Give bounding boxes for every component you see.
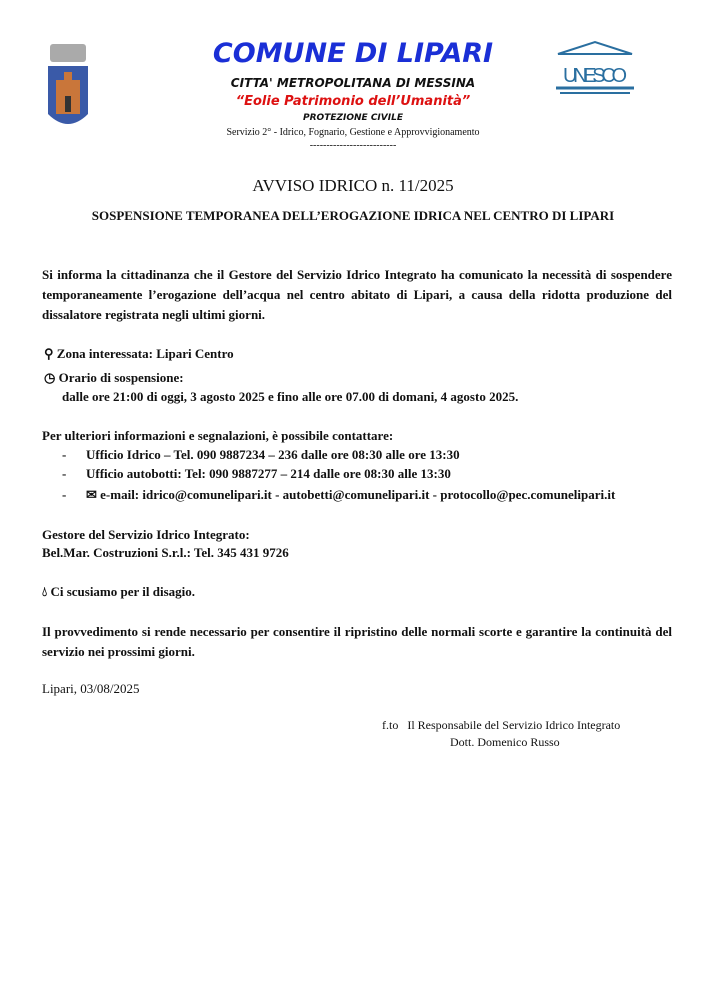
zone-text: Zona interessata: Lipari Centro <box>56 346 234 361</box>
notice-subject: SOSPENSIONE TEMPORANEA DELL’EROGAZIONE IDRICA NEL CENTRO DI LIPARI <box>91 208 615 223</box>
closing-paragraph: Il provvedimento si rende necessario per consentire il ripristino delle normali scorte e garantire la continuità del servizio nei prossimi giorni. <box>42 624 672 659</box>
contact-item: - Ufficio autobotti: Tel: 090 9887277 – 214 dalle ore 08:30 alle 13:30 <box>62 466 451 481</box>
service-line: Servizio 2° - Idrico, Fognario, Gestione e Approvvigionamento <box>226 127 480 138</box>
signature-title: f.to Il Responsabile del Servizio Idrico Integrato <box>382 718 621 732</box>
apology-line: 💧︎ Ci scusiamo per il disagio. <box>42 584 196 599</box>
clock-icon: ◷ <box>44 370 59 385</box>
contacts-intro: Per ulteriori informazioni e segnalazioni, è possibile contattare: <box>42 428 394 443</box>
hours-text: dalle ore 21:00 di oggi, 3 agosto 2025 e fino alle ore 07.00 di domani, 4 agosto 2025. <box>62 389 519 404</box>
manager-contact: Bel.Mar. Costruzioni S.r.l.: Tel. 345 431 9726 <box>42 545 289 560</box>
manager-label: Gestore del Servizio Idrico Integrato: <box>42 527 250 542</box>
unesco-logo <box>552 40 638 96</box>
department: PROTEZIONE CIVILE <box>303 113 403 123</box>
divider: -------------------------- <box>309 140 397 151</box>
zone-line <box>44 346 234 362</box>
location-pin-icon: ⚲ <box>44 346 57 361</box>
hours-label: Orario di sospensione: <box>58 370 184 385</box>
municipality-title: COMUNE DI LIPARI <box>212 38 494 69</box>
water-drop-icon: 💧︎ <box>42 584 51 599</box>
contact-item: - ✉ e-mail: idrico@comunelipari.it - autobetti@comunelipari.it - protocollo@pec.comunelipari.it <box>62 487 616 502</box>
hours-label-line <box>44 370 184 386</box>
svg-text:UNESCO: UNESCO <box>563 65 627 87</box>
intro-paragraph: Si informa la cittadinanza che il Gestore del Servizio Idrico Integrato ha comunicato la necessità di sospendere temporaneamente l’erogazione dell’acqua nel centro abitato di Lipari, a causa della ridotta produzione del dissalatore registrata negli ultimi giorni. <box>42 267 672 322</box>
motto: “Eolie Patrimonio dell’Umanità” <box>235 94 471 109</box>
signature-name: Dott. Domenico Russo <box>450 735 560 749</box>
place-date: Lipari, 03/08/2025 <box>42 681 140 696</box>
email-icon: ✉ <box>86 487 101 502</box>
notice-title: AVVISO IDRICO n. 11/2025 <box>252 176 454 195</box>
contact-item: - Ufficio Idrico – Tel. 090 9887234 – 236 dalle ore 08:30 alle ore 13:30 <box>62 447 460 462</box>
subtitle: CITTA' METROPOLITANA DI MESSINA <box>230 76 476 90</box>
